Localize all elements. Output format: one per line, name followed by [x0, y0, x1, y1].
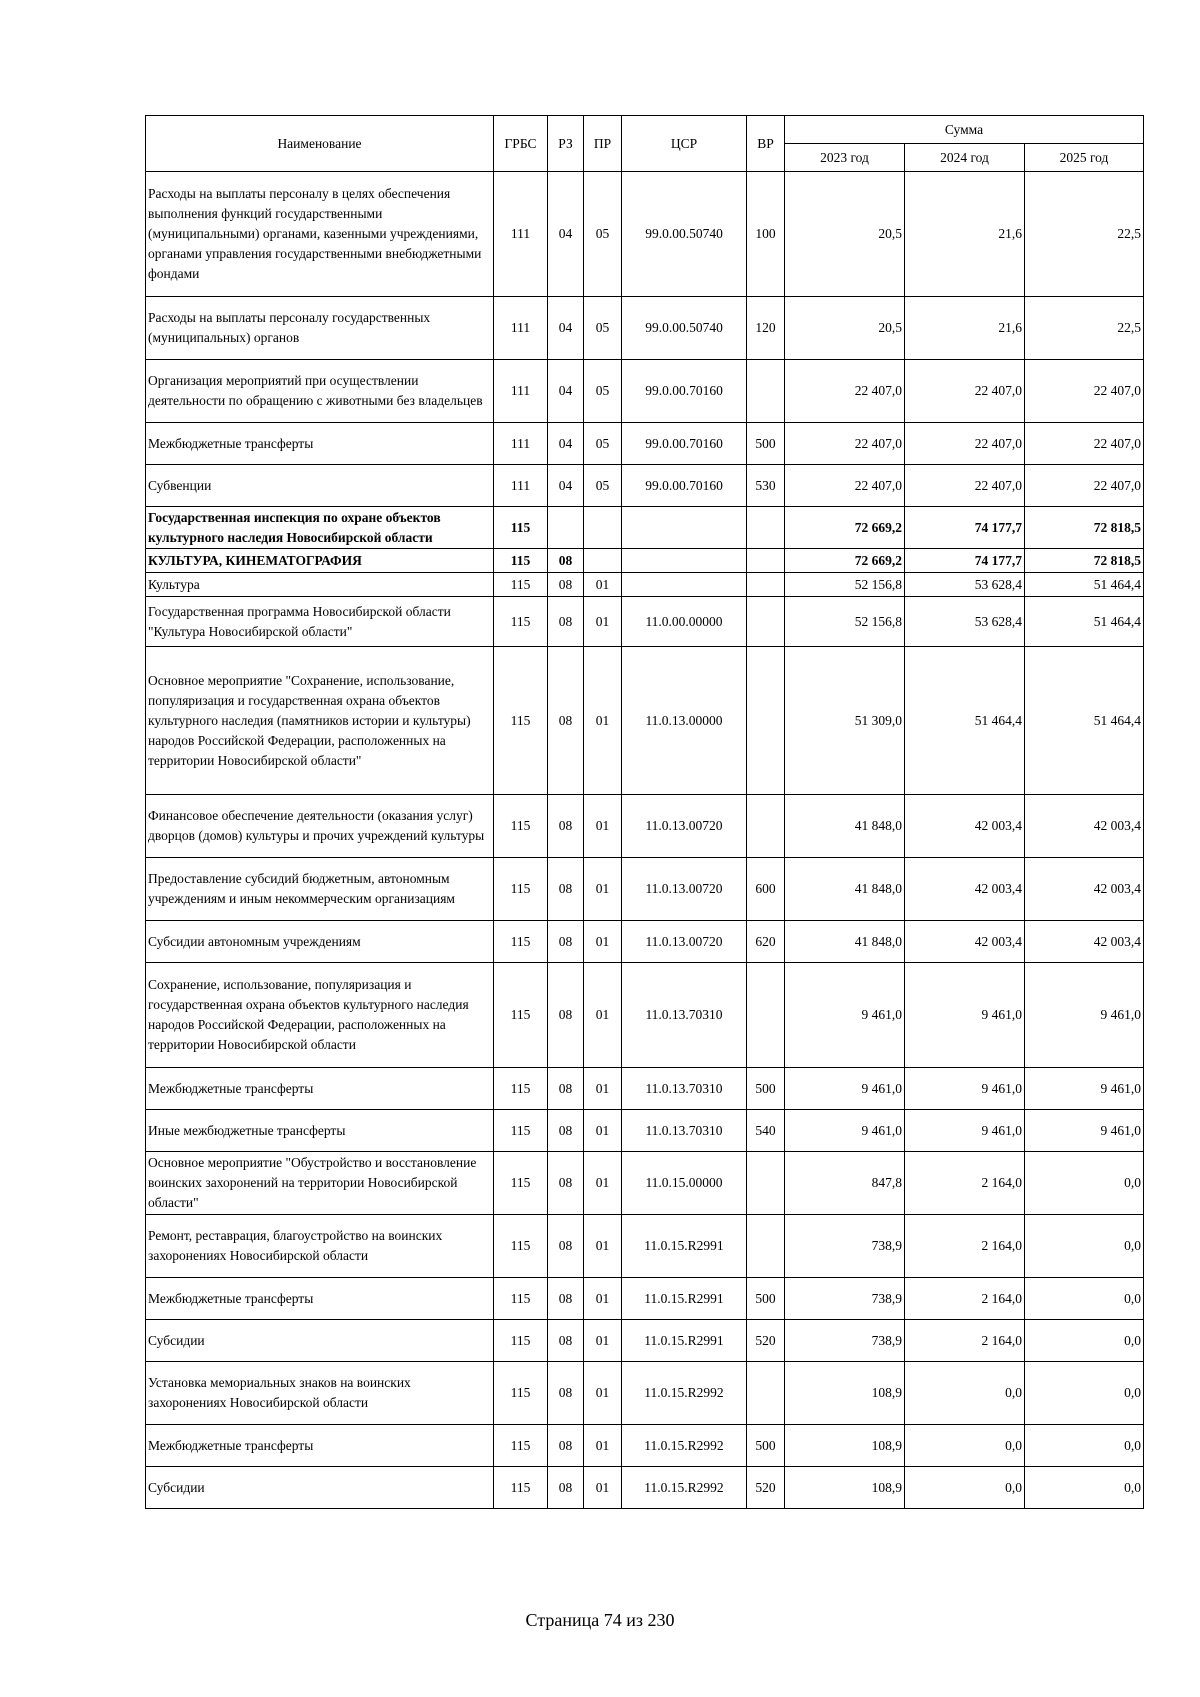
cell-y2024: 53 628,4: [905, 573, 1025, 597]
table-row: [146, 921, 1144, 963]
cell-y2024: 0,0: [905, 1362, 1025, 1425]
cell-y2024: 22 407,0: [905, 465, 1025, 507]
cell-y2023: 738,9: [785, 1278, 905, 1320]
cell-pr: 01: [584, 573, 622, 597]
cell-name: Финансовое обеспечение деятельности (оказания услуг) дворцов (домов) культуры и прочих учреждений культуры: [146, 795, 494, 858]
table-body: [146, 172, 1144, 1509]
cell-y2025: 9 461,0: [1025, 963, 1144, 1068]
cell-y2023: 9 461,0: [785, 963, 905, 1068]
cell-pr: 01: [584, 1425, 622, 1467]
cell-y2024: 21,6: [905, 172, 1025, 297]
table-row: [146, 1110, 1144, 1152]
cell-rz: 08: [548, 1362, 584, 1425]
table-row: [146, 1152, 1144, 1215]
cell-rz: 08: [548, 549, 584, 573]
cell-rz: 08: [548, 795, 584, 858]
cell-grbs: 115: [494, 1110, 548, 1152]
cell-vr: 500: [747, 1425, 785, 1467]
cell-y2023: 72 669,2: [785, 549, 905, 573]
cell-y2024: 9 461,0: [905, 1068, 1025, 1110]
cell-pr: 01: [584, 1278, 622, 1320]
cell-y2023: 20,5: [785, 172, 905, 297]
cell-name: Межбюджетные трансферты: [146, 423, 494, 465]
cell-grbs: 115: [494, 795, 548, 858]
table-row: [146, 465, 1144, 507]
cell-rz: [548, 507, 584, 549]
cell-pr: 05: [584, 423, 622, 465]
cell-vr: 600: [747, 858, 785, 921]
cell-rz: 08: [548, 1467, 584, 1509]
cell-grbs: 111: [494, 172, 548, 297]
cell-name: Установка мемориальных знаков на воинских захоронениях Новосибирской области: [146, 1362, 494, 1425]
table-row: [146, 597, 1144, 647]
cell-name: Организация мероприятий при осуществлении деятельности по обращению с животными без владельцев: [146, 360, 494, 423]
cell-y2025: 22,5: [1025, 297, 1144, 360]
cell-name: Сохранение, использование, популяризация и государственная охрана объектов культурного наследия народов Российской Федерации, расположенных на территории Новосибирской области: [146, 963, 494, 1068]
cell-y2024: 53 628,4: [905, 597, 1025, 647]
cell-rz: 08: [548, 858, 584, 921]
cell-y2024: 21,6: [905, 297, 1025, 360]
cell-y2025: 0,0: [1025, 1467, 1144, 1509]
cell-grbs: 115: [494, 1362, 548, 1425]
cell-csr: 99.0.00.70160: [622, 423, 747, 465]
cell-rz: 08: [548, 1278, 584, 1320]
cell-csr: 11.0.13.00720: [622, 921, 747, 963]
cell-rz: 08: [548, 921, 584, 963]
header-grbs: ГРБС: [494, 116, 548, 172]
cell-name: Основное мероприятие "Обустройство и восстановление воинских захоронений на территории Новосибирской области": [146, 1152, 494, 1215]
table-row: [146, 647, 1144, 795]
cell-rz: 08: [548, 1425, 584, 1467]
cell-y2025: 51 464,4: [1025, 647, 1144, 795]
cell-y2025: 22 407,0: [1025, 360, 1144, 423]
cell-vr: [747, 647, 785, 795]
cell-vr: 100: [747, 172, 785, 297]
cell-pr: 01: [584, 1152, 622, 1215]
header-sum: Сумма: [785, 116, 1144, 144]
cell-csr: [622, 549, 747, 573]
cell-y2025: 0,0: [1025, 1425, 1144, 1467]
cell-pr: 01: [584, 858, 622, 921]
table-row: [146, 297, 1144, 360]
table-row: [146, 963, 1144, 1068]
cell-y2025: 42 003,4: [1025, 858, 1144, 921]
cell-pr: 01: [584, 1320, 622, 1362]
cell-y2025: 0,0: [1025, 1152, 1144, 1215]
cell-rz: 08: [548, 1320, 584, 1362]
cell-name: Государственная инспекция по охране объектов культурного наследия Новосибирской области: [146, 507, 494, 549]
cell-y2023: 22 407,0: [785, 423, 905, 465]
cell-name: Субсидии автономным учреждениям: [146, 921, 494, 963]
table-row: [146, 549, 1144, 573]
cell-name: Предоставление субсидий бюджетным, автономным учреждениям и иным некоммерческим организациям: [146, 858, 494, 921]
table-row: [146, 507, 1144, 549]
cell-y2024: 22 407,0: [905, 423, 1025, 465]
cell-y2025: 0,0: [1025, 1362, 1144, 1425]
cell-csr: 11.0.13.70310: [622, 963, 747, 1068]
cell-rz: 08: [548, 1152, 584, 1215]
cell-name: Основное мероприятие "Сохранение, использование, популяризация и государственная охрана объектов культурного наследия (памятников истории и культуры) народов Российской Федерации, расположенных на территории Новосибирской области": [146, 647, 494, 795]
cell-grbs: 115: [494, 1152, 548, 1215]
cell-y2023: 51 309,0: [785, 647, 905, 795]
cell-csr: 11.0.13.00720: [622, 795, 747, 858]
table-row: [146, 1215, 1144, 1278]
cell-rz: 08: [548, 1110, 584, 1152]
cell-grbs: 115: [494, 1425, 548, 1467]
cell-pr: 05: [584, 465, 622, 507]
cell-pr: 01: [584, 1215, 622, 1278]
cell-csr: 11.0.13.00720: [622, 858, 747, 921]
header-year-2025: 2025 год: [1025, 144, 1144, 172]
cell-y2025: 0,0: [1025, 1278, 1144, 1320]
cell-y2023: 41 848,0: [785, 858, 905, 921]
cell-y2023: 108,9: [785, 1362, 905, 1425]
header-name: Наименование: [146, 116, 494, 172]
cell-y2025: 9 461,0: [1025, 1110, 1144, 1152]
cell-y2023: 22 407,0: [785, 465, 905, 507]
cell-y2023: 20,5: [785, 297, 905, 360]
cell-vr: 120: [747, 297, 785, 360]
cell-grbs: 111: [494, 465, 548, 507]
table-row: [146, 1068, 1144, 1110]
cell-y2023: 847,8: [785, 1152, 905, 1215]
cell-y2024: 74 177,7: [905, 507, 1025, 549]
cell-csr: 11.0.15.R2992: [622, 1467, 747, 1509]
cell-pr: 01: [584, 963, 622, 1068]
cell-name: Межбюджетные трансферты: [146, 1068, 494, 1110]
table-row: [146, 172, 1144, 297]
cell-csr: 99.0.00.70160: [622, 360, 747, 423]
cell-csr: 11.0.15.R2992: [622, 1425, 747, 1467]
header-vr: ВР: [747, 116, 785, 172]
cell-y2024: 2 164,0: [905, 1320, 1025, 1362]
cell-csr: 11.0.15.00000: [622, 1152, 747, 1215]
cell-pr: 01: [584, 1362, 622, 1425]
cell-y2024: 0,0: [905, 1425, 1025, 1467]
table-row: [146, 795, 1144, 858]
cell-grbs: 115: [494, 1467, 548, 1509]
cell-y2024: 74 177,7: [905, 549, 1025, 573]
header-year-2024: 2024 год: [905, 144, 1025, 172]
cell-vr: [747, 1362, 785, 1425]
cell-vr: 500: [747, 1068, 785, 1110]
cell-name: Субвенции: [146, 465, 494, 507]
table-row: [146, 1320, 1144, 1362]
cell-rz: 08: [548, 1215, 584, 1278]
cell-csr: 99.0.00.50740: [622, 172, 747, 297]
cell-vr: [747, 795, 785, 858]
cell-rz: 08: [548, 963, 584, 1068]
cell-vr: [747, 1152, 785, 1215]
cell-grbs: 115: [494, 573, 548, 597]
cell-y2024: 42 003,4: [905, 795, 1025, 858]
cell-vr: [747, 549, 785, 573]
cell-name: Расходы на выплаты персоналу в целях обеспечения выполнения функций государственными (муниципальными) органами, казенными учреждениями, органами управления государственными внебюджетными фондами: [146, 172, 494, 297]
cell-grbs: 115: [494, 647, 548, 795]
cell-y2025: 72 818,5: [1025, 549, 1144, 573]
cell-vr: 500: [747, 1278, 785, 1320]
cell-pr: 01: [584, 795, 622, 858]
cell-y2023: 22 407,0: [785, 360, 905, 423]
cell-y2023: 52 156,8: [785, 597, 905, 647]
cell-name: Ремонт, реставрация, благоустройство на воинских захоронениях Новосибирской области: [146, 1215, 494, 1278]
header-pr: ПР: [584, 116, 622, 172]
cell-csr: 99.0.00.50740: [622, 297, 747, 360]
table-row: [146, 360, 1144, 423]
table-row: [146, 1467, 1144, 1509]
cell-pr: 01: [584, 1467, 622, 1509]
table-row: [146, 423, 1144, 465]
budget-table: [145, 115, 1144, 1509]
cell-y2025: 51 464,4: [1025, 597, 1144, 647]
cell-csr: 11.0.15.R2991: [622, 1215, 747, 1278]
cell-rz: 08: [548, 647, 584, 795]
cell-grbs: 115: [494, 1068, 548, 1110]
cell-y2024: 2 164,0: [905, 1152, 1025, 1215]
cell-y2025: 42 003,4: [1025, 795, 1144, 858]
cell-pr: 05: [584, 172, 622, 297]
cell-name: Субсидии: [146, 1467, 494, 1509]
cell-y2023: 108,9: [785, 1425, 905, 1467]
cell-grbs: 111: [494, 297, 548, 360]
cell-rz: 04: [548, 360, 584, 423]
header-rz: РЗ: [548, 116, 584, 172]
cell-vr: 500: [747, 423, 785, 465]
cell-csr: 11.0.13.70310: [622, 1068, 747, 1110]
page-number: Страница 74 из 230: [525, 1610, 675, 1630]
cell-y2025: 0,0: [1025, 1215, 1144, 1278]
cell-grbs: 115: [494, 1320, 548, 1362]
cell-grbs: 115: [494, 921, 548, 963]
cell-y2025: 51 464,4: [1025, 573, 1144, 597]
cell-y2025: 22,5: [1025, 172, 1144, 297]
cell-name: КУЛЬТУРА, КИНЕМАТОГРАФИЯ: [146, 549, 494, 573]
cell-csr: 11.0.15.R2991: [622, 1320, 747, 1362]
cell-y2023: 9 461,0: [785, 1110, 905, 1152]
cell-y2025: 0,0: [1025, 1320, 1144, 1362]
cell-rz: 08: [548, 1068, 584, 1110]
cell-pr: [584, 549, 622, 573]
cell-vr: [747, 360, 785, 423]
header-year-2023: 2023 год: [785, 144, 905, 172]
cell-vr: 530: [747, 465, 785, 507]
table-row: [146, 858, 1144, 921]
cell-vr: 540: [747, 1110, 785, 1152]
cell-pr: 05: [584, 360, 622, 423]
cell-name: Культура: [146, 573, 494, 597]
cell-vr: 520: [747, 1320, 785, 1362]
cell-csr: [622, 507, 747, 549]
cell-csr: 11.0.15.R2992: [622, 1362, 747, 1425]
cell-pr: 01: [584, 597, 622, 647]
cell-y2023: 41 848,0: [785, 795, 905, 858]
table-row: [146, 573, 1144, 597]
cell-y2025: 72 818,5: [1025, 507, 1144, 549]
cell-y2024: 2 164,0: [905, 1278, 1025, 1320]
cell-name: Субсидии: [146, 1320, 494, 1362]
cell-rz: 08: [548, 573, 584, 597]
cell-rz: 04: [548, 172, 584, 297]
cell-y2024: 9 461,0: [905, 1110, 1025, 1152]
cell-y2023: 72 669,2: [785, 507, 905, 549]
cell-grbs: 115: [494, 507, 548, 549]
cell-grbs: 111: [494, 360, 548, 423]
table-row: [146, 1362, 1144, 1425]
cell-y2024: 42 003,4: [905, 858, 1025, 921]
cell-pr: 01: [584, 647, 622, 795]
cell-csr: 11.0.13.70310: [622, 1110, 747, 1152]
cell-y2025: 22 407,0: [1025, 423, 1144, 465]
cell-csr: 11.0.15.R2991: [622, 1278, 747, 1320]
cell-pr: 05: [584, 297, 622, 360]
cell-y2023: 738,9: [785, 1215, 905, 1278]
cell-y2024: 2 164,0: [905, 1215, 1025, 1278]
cell-name: Межбюджетные трансферты: [146, 1278, 494, 1320]
cell-vr: [747, 573, 785, 597]
table-row: [146, 1425, 1144, 1467]
cell-vr: 520: [747, 1467, 785, 1509]
cell-name: Иные межбюджетные трансферты: [146, 1110, 494, 1152]
cell-rz: 04: [548, 423, 584, 465]
cell-csr: 11.0.00.00000: [622, 597, 747, 647]
cell-y2024: 9 461,0: [905, 963, 1025, 1068]
cell-vr: 620: [747, 921, 785, 963]
cell-y2024: 0,0: [905, 1467, 1025, 1509]
header-csr: ЦСР: [622, 116, 747, 172]
cell-y2024: 51 464,4: [905, 647, 1025, 795]
cell-y2025: 9 461,0: [1025, 1068, 1144, 1110]
cell-grbs: 115: [494, 1215, 548, 1278]
cell-y2023: 738,9: [785, 1320, 905, 1362]
cell-y2023: 52 156,8: [785, 573, 905, 597]
cell-vr: [747, 963, 785, 1068]
cell-y2024: 22 407,0: [905, 360, 1025, 423]
cell-name: Государственная программа Новосибирской области "Культура Новосибирской области": [146, 597, 494, 647]
cell-name: Межбюджетные трансферты: [146, 1425, 494, 1467]
cell-y2025: 22 407,0: [1025, 465, 1144, 507]
cell-grbs: 115: [494, 963, 548, 1068]
cell-y2024: 42 003,4: [905, 921, 1025, 963]
cell-pr: 01: [584, 921, 622, 963]
cell-csr: 11.0.13.00000: [622, 647, 747, 795]
cell-grbs: 115: [494, 549, 548, 573]
cell-grbs: 115: [494, 858, 548, 921]
cell-vr: [747, 597, 785, 647]
cell-y2023: 108,9: [785, 1467, 905, 1509]
table-row: [146, 1278, 1144, 1320]
cell-rz: 04: [548, 297, 584, 360]
cell-csr: [622, 573, 747, 597]
cell-rz: 08: [548, 597, 584, 647]
cell-grbs: 115: [494, 1278, 548, 1320]
cell-rz: 04: [548, 465, 584, 507]
cell-pr: 01: [584, 1068, 622, 1110]
cell-grbs: 115: [494, 597, 548, 647]
cell-y2023: 9 461,0: [785, 1068, 905, 1110]
cell-pr: 01: [584, 1110, 622, 1152]
cell-vr: [747, 507, 785, 549]
cell-grbs: 111: [494, 423, 548, 465]
cell-name: Расходы на выплаты персоналу государственных (муниципальных) органов: [146, 297, 494, 360]
cell-y2023: 41 848,0: [785, 921, 905, 963]
cell-vr: [747, 1215, 785, 1278]
cell-y2025: 42 003,4: [1025, 921, 1144, 963]
cell-pr: [584, 507, 622, 549]
cell-csr: 99.0.00.70160: [622, 465, 747, 507]
